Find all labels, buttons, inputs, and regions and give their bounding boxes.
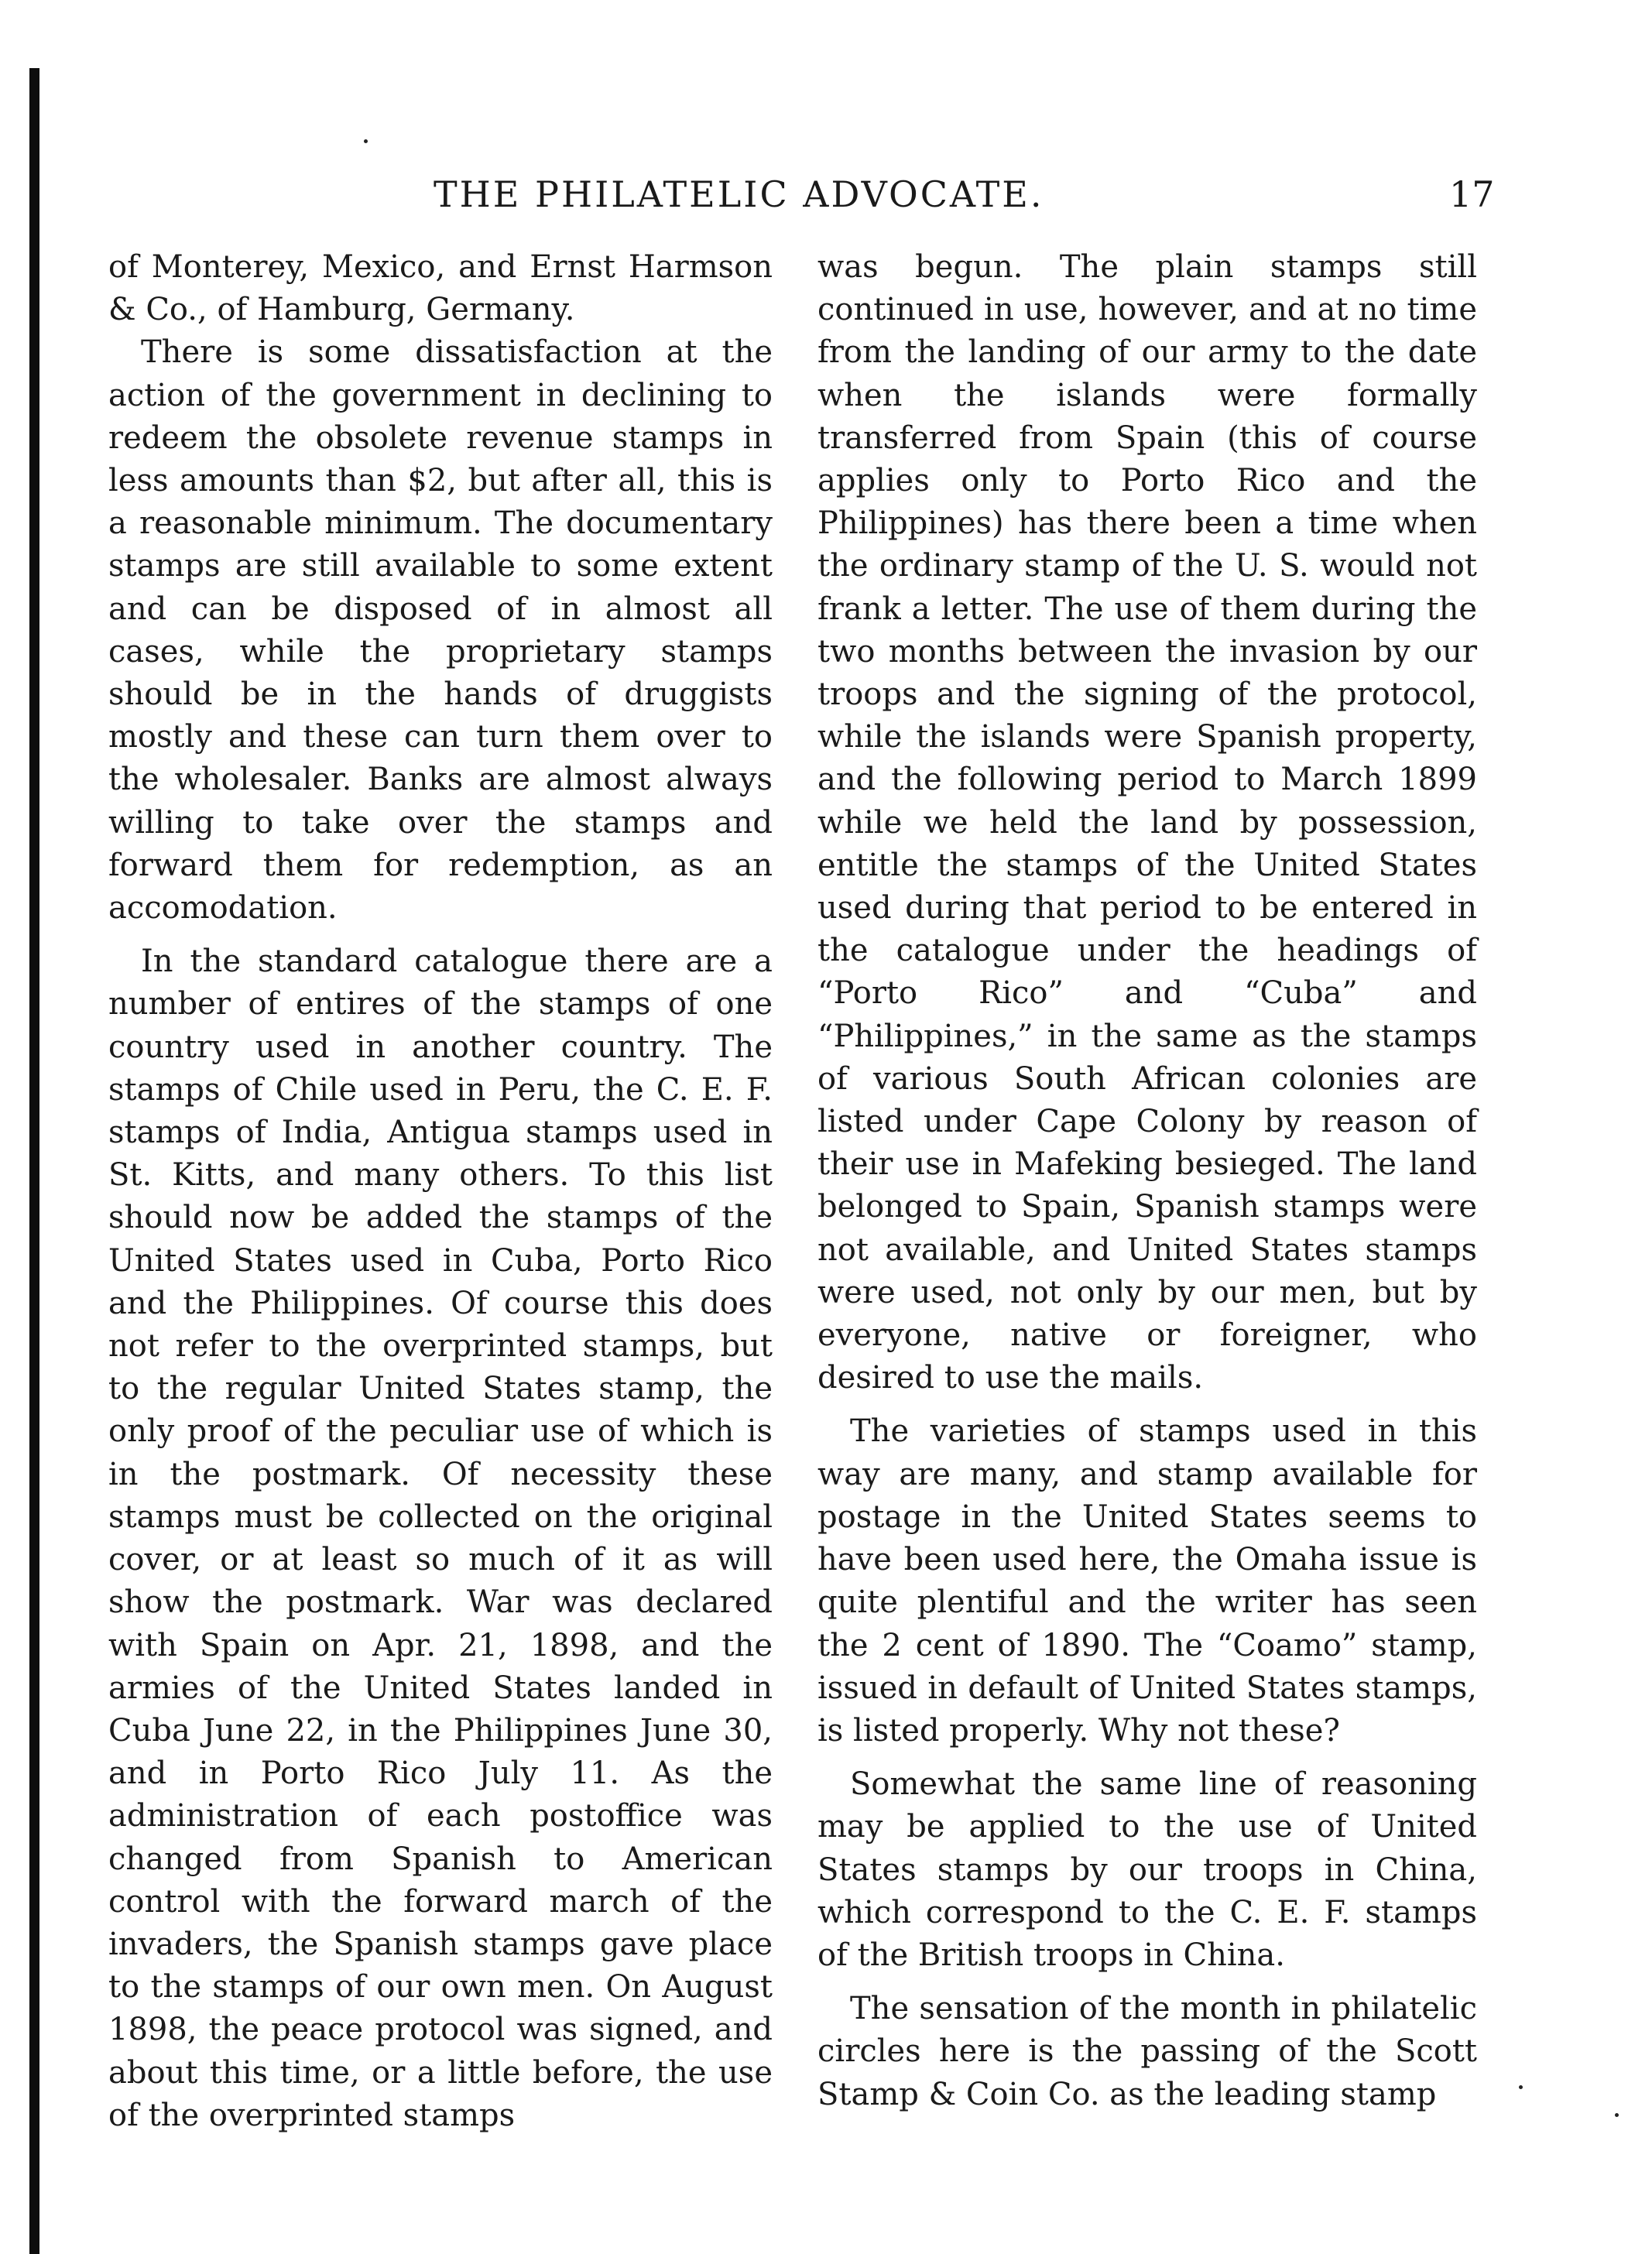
print-speck bbox=[364, 139, 368, 143]
right-column bbox=[817, 246, 1477, 2116]
left-paragraph-3: In the standard catalogue there are a number of entires of the stamps of one country used in another country. The stamps of Chile used in Peru, the C. E. F. stamps of India, Antigua stamps used in St. Kitts, and many others. To this list should now be added the stamps of the United States used in Cuba, Porto Rico and the Philippines. Of course this does not refer to the overprinted stamps, but to the regular United States stamp, the only proof of the peculiar use of which is in the postmark. Of necessity these stamps must be collected on the original cover, or at least so much of it as will show the postmark. War was declared with Spain on Apr. 21, 1898, and the armies of the United States landed in Cuba June 22, in the Philippines June 30, and in Porto Rico July 11. As the administration of each postoffice was changed from Spanish to American control with the forward march of the invaders, the Spanish stamps gave place to the stamps of our own men. On August 1898, the peace protocol was signed, and about this time, or a little before, the use of the overprinted stamps bbox=[108, 944, 773, 2133]
left-column bbox=[108, 246, 773, 2137]
print-speck bbox=[1519, 2085, 1523, 2089]
right-paragraph-1: was begun. The plain stamps still continued in use, however, and at no time from the landing of our army to the date when the islands were formally transferred from Spain (this of course applies only to Porto Rico and the Philippines) has there been a time when the ordinary stamp of the U. S. would not frank a letter. The use of them during the two months between the invasion by our troops and the signing of the protocol, while the islands were Spanish property, and the following period to March 1899 while we held the land by possession, entitle the stamps of the United States used during that period to be entered in the catalogue under the headings of “Porto Rico” and “Cuba” and “Philippines,” in the same as the stamps of various South African colonies are listed under Cape Colony by reason of their use in Mafeking besieged. The land belonged to Spain, Spanish stamps were not available, and United States stamps were used, not only by our men, but by everyone, native or foreigner, who desired to use the mails. bbox=[817, 249, 1477, 1396]
right-paragraph-4: The sensation of the month in philatelic circles here is the passing of the Scott Stamp & Coin Co. as the leading stamp bbox=[817, 1991, 1477, 2112]
running-head: THE PHILATELIC ADVOCATE. bbox=[434, 173, 1044, 215]
binding-edge bbox=[29, 68, 39, 2254]
right-paragraph-2: The varieties of stamps used in this way are many, and stamp available for postage in the United States seems to have been used here, the Omaha issue is quite plentiful and the writer has seen the 2 cent of 1890. The “Coamo” stamp, issued in default of United States stamps, is listed properly. Why not these? bbox=[817, 1413, 1477, 1749]
left-paragraph-1: of Monterey, Mexico, and Ernst Harmson & Co., of Hamburg, Germany. bbox=[108, 249, 773, 328]
right-paragraph-3: Somewhat the same line of reasoning may be applied to the use of United States stamps by our troops in China, which correspond to the C. E. F. stamps of the British troops in China. bbox=[817, 1766, 1477, 1973]
print-speck bbox=[1615, 2113, 1619, 2117]
page-number: 17 bbox=[1449, 173, 1495, 215]
left-paragraph-2: There is some dissatisfaction at the action of the government in declining to redeem the obsolete revenue stamps in less amounts than $2, but after all, this is a reasonable minimum. The documentary stamps are still available to some extent and can be disposed of in almost all cases, while the proprietary stamps should be in the hands of druggists mostly and these can turn them over to the wholesaler. Banks are almost always willing to take over the stamps and forward them for redemption, as an accomodation. bbox=[108, 334, 773, 927]
